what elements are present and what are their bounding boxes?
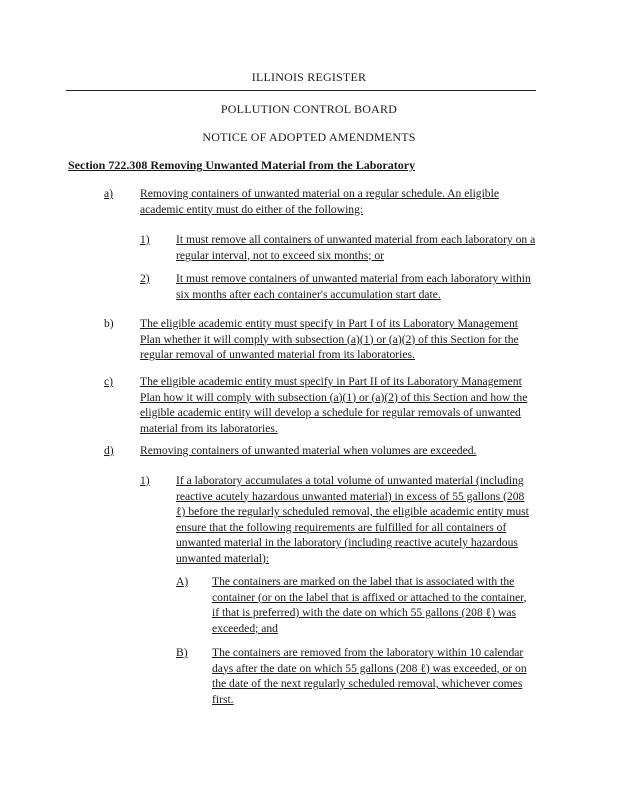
header-rule — [66, 90, 536, 91]
subsection-d1-text: If a laboratory accumulates a total volume of unwanted material (including reactive acutely hazardous unwanted material) in excess of 55 gallons (208 ℓ) before the regularly scheduled removal, the eligible academic entity must ensure that the following requirements are fulfilled for all containers of unwanted material in the laboratory (including reactive acutely hazardous unwanted material): — [176, 474, 529, 565]
subsection-a2-text: It must remove containers of unwanted material from each laboratory within six months after each container's accumulation start date. — [176, 272, 531, 301]
subsection-d1A-text: The containers are marked on the label that is associated with the container (or on the label that is affixed or attached to the container, if that is preferred) with the date on which 55 gallons (208 ℓ) was exceeded; and — [212, 575, 527, 635]
subsection-d-label: d) — [104, 444, 114, 457]
subsection-c-label: c) — [104, 375, 114, 388]
section-title: Section 722.308 Removing Unwanted Material from the Laboratory — [68, 158, 416, 172]
subsection-d1B-label: B) — [176, 646, 188, 659]
subsection-a2-label: 2) — [140, 272, 150, 285]
subsection-a1-label: 1) — [140, 233, 150, 246]
register-header: ILLINOIS REGISTER — [251, 70, 367, 84]
board-name: POLLUTION CONTROL BOARD — [220, 102, 398, 116]
subsection-b-text: The eligible academic entity must specify in Part I of its Laboratory Management Plan whether it will comply with subsection (a)(1) or (a)(2) of this Section for the regular removal of unwanted material from its laboratories. — [140, 317, 519, 361]
subsection-d1A-label: A) — [176, 575, 189, 588]
subsection-c-text: The eligible academic entity must specify in Part II of its Laboratory Management Plan how it will comply with subsection (a)(1) or (a)(2) of this Section and how the eligible academic entity will develop a schedule for regular removals of unwanted material from its laboratories. — [140, 375, 528, 435]
subsection-d-text: Removing containers of unwanted material when volumes are exceeded. — [140, 444, 477, 457]
notice-title: NOTICE OF ADOPTED AMENDMENTS — [202, 130, 416, 144]
subsection-b-label: b) — [104, 317, 114, 330]
subsection-d1-label: 1) — [140, 474, 150, 487]
subsection-a-text: Removing containers of unwanted material on a regular schedule. An eligible academic entity must do either of the following: — [140, 187, 499, 216]
subsection-d1B-text: The containers are removed from the laboratory within 10 calendar days after the date on which 55 gallons (208 ℓ) was exceeded, or on the date of the next regularly scheduled removal, whichever comes first. — [212, 646, 527, 706]
subsection-a1-text: It must remove all containers of unwanted material from each laboratory on a regular interval, not to exceed six months; or — [176, 233, 536, 262]
subsection-a-label: a) — [104, 187, 114, 200]
